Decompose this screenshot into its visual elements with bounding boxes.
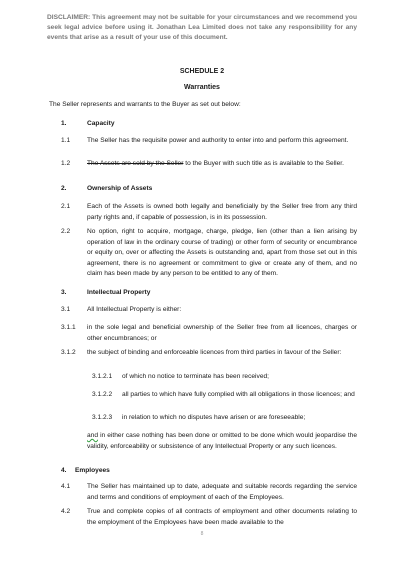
flagged-word: and: [87, 432, 99, 439]
clause-text: All Intellectual Property is either:: [87, 306, 182, 313]
clause-number: 3.1.2: [61, 349, 76, 356]
schedule-title: SCHEDULE 2: [179, 68, 225, 75]
clause-text: No option, right to acquire, mortgage, charge, pledge, lien (other than a lien arising by operation of law in the ordinary course of trading) or other form of security or encumbrance or equity on, over or affecting the Assets is outstanding and, apart from those set out in this agreement, there is no agreement or commitment to give or create any of them, and no claim has been made by any person to be entitled to any of them.: [87, 228, 357, 277]
page-number: 8: [200, 531, 204, 537]
section-heading: Intellectual Property: [87, 289, 151, 296]
clause-number: 3.1.1: [61, 324, 76, 331]
subclause-text: all parties to which have fully complied with all obligations in those licences; and: [122, 391, 355, 398]
intro-text: The Seller represents and warrants to the Buyer as set out below:: [49, 101, 241, 108]
clause-text: True and complete copies of all contracts of employment and other documents relating to the employment of the Employees have been made available to the: [87, 508, 357, 526]
clause-number: 4.1: [61, 483, 71, 490]
clause-number: 1.2: [61, 160, 71, 167]
clause-text: in the sole legal and beneficial ownership of the Seller free from all licences, charges or other encumbrances; or: [87, 324, 357, 342]
subclause-number: 3.1.2.3: [92, 414, 113, 421]
clause-text-rest: in either case nothing has been done or omitted to be done which would jeopardise the validity, enforceability or subsistence of any Intellectual Property or any such licences.: [87, 432, 357, 450]
subclause-number: 3.1.2.2: [92, 391, 113, 398]
subclause-number: 3.1.2.1: [92, 373, 113, 380]
clause-text: the subject of binding and enforceable licences from third parties in favour of the Seller:: [87, 349, 342, 356]
section-number: 1.: [61, 120, 67, 127]
struck-text: The Assets are sold by the Seller: [87, 160, 184, 167]
section-heading: Ownership of Assets: [87, 185, 153, 192]
clause-text: The Seller has maintained up to date, adequate and suitable records regarding the service and terms and conditions of employment of each of the Employees.: [87, 483, 357, 501]
clause-text: [87, 431, 357, 452]
clause-number: 1.1: [61, 137, 71, 144]
clause-number: 3.1: [61, 306, 71, 313]
clause-number: 2.1: [61, 203, 71, 210]
subclause-text: in relation to which no disputes have arisen or are foreseeable;: [122, 414, 306, 421]
clause-text-rest: to the Buyer with such title as is available to the Seller.: [183, 160, 344, 167]
section-number: 4.: [61, 467, 67, 474]
disclaimer: DISCLAIMER: This agreement may not be suitable for your circumstances and we recommend you seek legal advice before using it. Jonathan Lea Limited does not take any responsibility for any events that arise as a result of your use of this document.: [47, 14, 357, 41]
clause-number: 4.2: [61, 508, 71, 515]
clause-text: The Seller has the requisite power and authority to enter into and perform this agreement.: [87, 137, 349, 144]
section-number: 2.: [61, 185, 67, 192]
schedule-subtitle: Warranties: [184, 84, 220, 91]
subclause-text: of which no notice to terminate has been received;: [122, 373, 269, 380]
clause-text: Each of the Assets is owned both legally and beneficially by the Seller free from any third party rights and, if capable of possession, is in its possession.: [87, 203, 357, 221]
clause-text: [87, 159, 357, 170]
section-heading: Employees: [75, 467, 110, 474]
section-number: 3.: [61, 289, 67, 296]
clause-number: 2.2: [61, 228, 71, 235]
section-heading: Capacity: [87, 120, 115, 127]
